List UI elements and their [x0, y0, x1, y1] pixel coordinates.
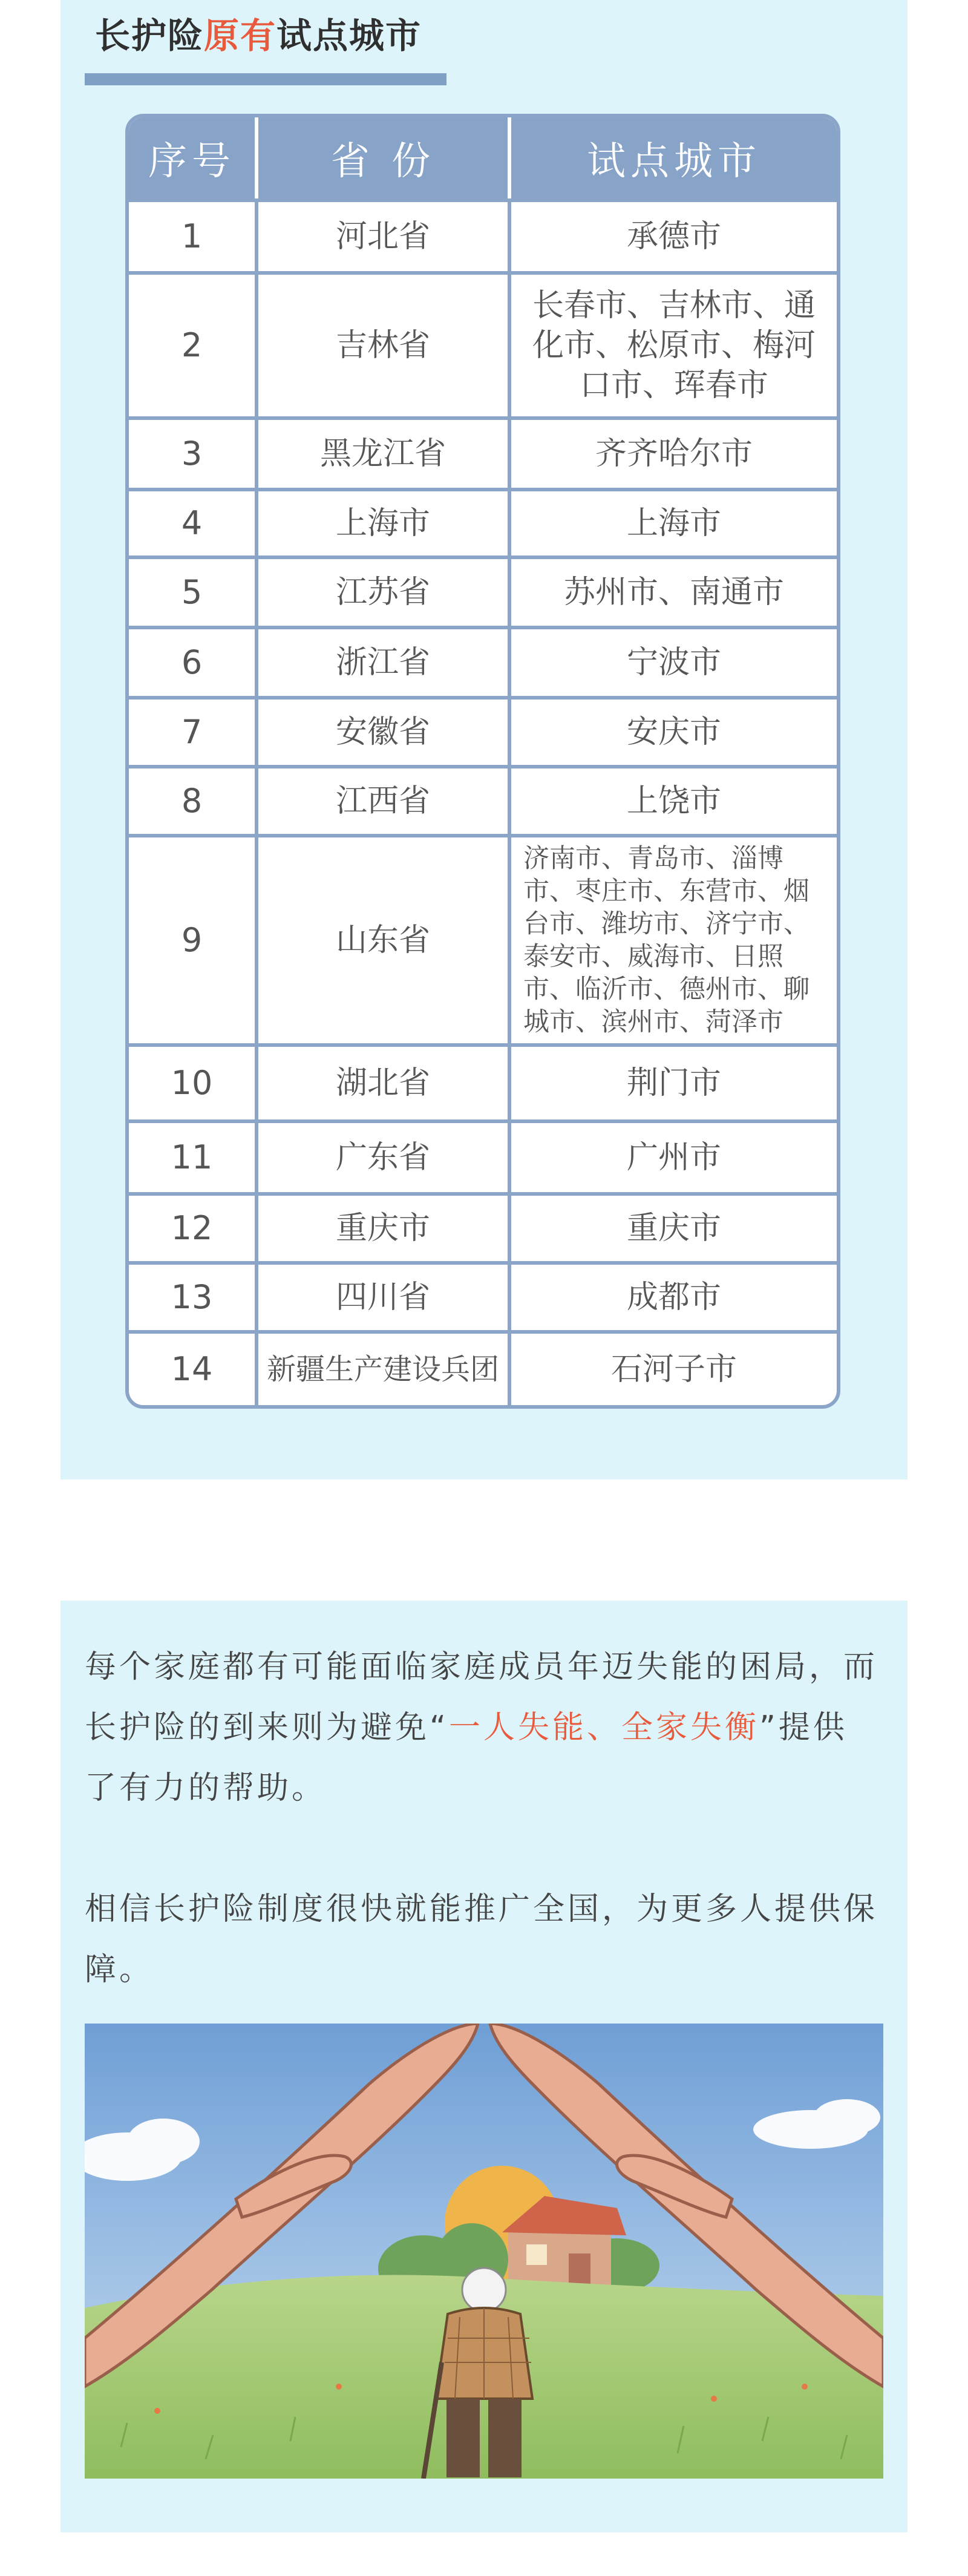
table-row: [129, 1261, 837, 1330]
pilot-cities-table: [125, 114, 840, 1409]
row-no: 12: [129, 1192, 258, 1261]
row-cities: 济南市、青岛市、淄博市、枣庄市、东营市、烟台市、潍坊市、济宁市、泰安市、威海市、日照市、临沂市、德州市、聊城市、滨州市、菏泽市: [511, 834, 837, 1043]
row-no: 1: [129, 198, 258, 271]
paragraph-families: [85, 1637, 881, 1818]
row-province: 新疆生产建设兵团: [258, 1330, 511, 1405]
header-cities: 试点城市: [511, 117, 837, 198]
row-cities: 广州市: [511, 1119, 837, 1192]
table-row: [129, 1043, 837, 1119]
row-no: 3: [129, 416, 258, 488]
title-suffix: 试点城市: [276, 15, 422, 56]
row-cities: 重庆市: [511, 1192, 837, 1261]
table-row: [129, 1330, 837, 1405]
hands-sheltering-elderly-man-illustration: [85, 2024, 883, 2479]
section-title: [95, 8, 422, 63]
row-no: 10: [129, 1043, 258, 1119]
row-province: 湖北省: [258, 1043, 511, 1119]
row-cities: 石河子市: [511, 1330, 837, 1405]
table-row: [129, 1119, 837, 1192]
row-province: 安徽省: [258, 696, 511, 765]
row-cities: 上饶市: [511, 765, 837, 834]
row-cities: 承德市: [511, 198, 837, 271]
table-row: [129, 488, 837, 556]
row-cities: 长春市、吉林市、通化市、松原市、梅河口市、珲春市: [511, 271, 837, 416]
row-cities: 荆门市: [511, 1043, 837, 1119]
row-no: 11: [129, 1119, 258, 1192]
table-row: [129, 696, 837, 765]
row-province: 吉林省: [258, 271, 511, 416]
paragraph-outlook: 相信长护险制度很快就能推广全国，为更多人提供保障。: [85, 1891, 878, 1988]
row-no: 13: [129, 1261, 258, 1330]
row-no: 8: [129, 765, 258, 834]
row-no: 6: [129, 626, 258, 696]
title-prefix: 长护险: [95, 15, 204, 56]
row-province: 黑龙江省: [258, 416, 511, 488]
row-province: 上海市: [258, 488, 511, 556]
para1-text-a: 每个家庭都有可能面临家庭成员年迈失能的困局，而长护险的到来则为避免“: [85, 1649, 878, 1746]
row-cities: 成都市: [511, 1261, 837, 1330]
row-province: 河北省: [258, 198, 511, 271]
table-row: [129, 198, 837, 271]
table-header-row: [129, 117, 837, 198]
title-underline: [85, 73, 446, 85]
row-province: 江苏省: [258, 556, 511, 626]
header-province: 省 份: [258, 117, 511, 198]
para1-text-b: ”提供了有力的帮助。: [85, 1709, 848, 1806]
row-no: 7: [129, 696, 258, 765]
row-cities: 齐齐哈尔市: [511, 416, 837, 488]
title-highlight: 原有: [204, 15, 277, 56]
table-row: [129, 1192, 837, 1261]
row-cities: 宁波市: [511, 626, 837, 696]
row-no: 14: [129, 1330, 258, 1405]
table-row: [129, 271, 837, 416]
row-province: 浙江省: [258, 626, 511, 696]
row-cities: 上海市: [511, 488, 837, 556]
table-row: [129, 416, 837, 488]
para1-highlight: 一人失能、全家失衡: [448, 1709, 759, 1746]
table-row: [129, 765, 837, 834]
row-no: 2: [129, 271, 258, 416]
table-row: [129, 556, 837, 626]
row-no: 5: [129, 556, 258, 626]
table-row: [129, 834, 837, 1043]
header-serial: 序号: [129, 117, 258, 198]
row-province: 江西省: [258, 765, 511, 834]
row-cities: 安庆市: [511, 696, 837, 765]
row-no: 9: [129, 834, 258, 1043]
table-row: [129, 626, 837, 696]
row-province: 山东省: [258, 834, 511, 1043]
row-cities: 苏州市、南通市: [511, 556, 837, 626]
row-province: 重庆市: [258, 1192, 511, 1261]
row-no: 4: [129, 488, 258, 556]
row-province: 广东省: [258, 1119, 511, 1192]
row-province: 四川省: [258, 1261, 511, 1330]
